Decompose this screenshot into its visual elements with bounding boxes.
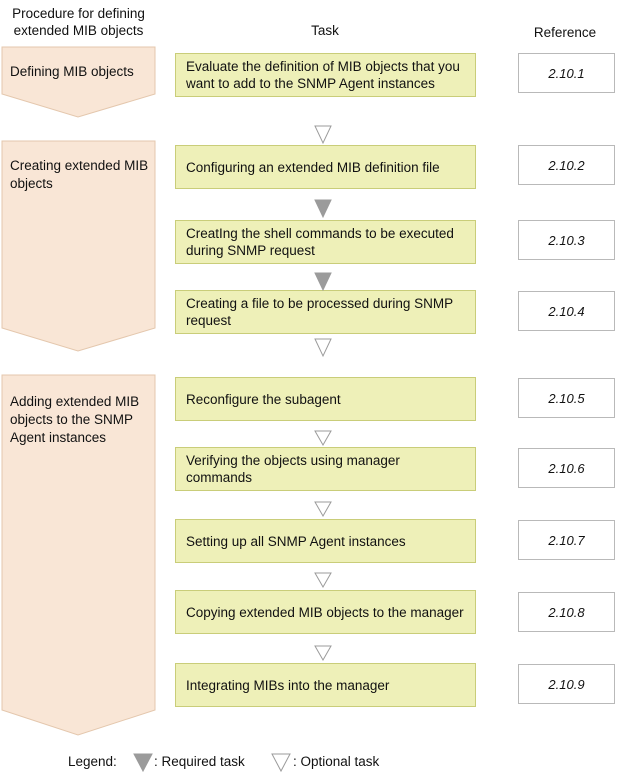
task-box-3: CreatIng the shell commands to be executed during SNMP request: [175, 220, 476, 264]
legend-optional-icon: [272, 754, 290, 771]
reference-box-1: 2.10.1: [518, 53, 615, 93]
connector-arrow-6: [315, 502, 331, 516]
reference-box-8: 2.10.8: [518, 592, 615, 632]
reference-box-2: 2.10.2: [518, 145, 615, 185]
reference-box-6: 2.10.6: [518, 448, 615, 488]
legend-title: Legend:: [68, 754, 117, 769]
reference-box-9: 2.10.9: [518, 664, 615, 704]
connector-arrow-3: [315, 273, 331, 290]
reference-box-4: 2.10.4: [518, 291, 615, 331]
connector-arrow-4: [315, 339, 331, 356]
connector-arrow-8: [315, 646, 331, 660]
task-box-6: Verifying the objects using manager commands: [175, 447, 476, 491]
task-box-1: Evaluate the definition of MIB objects that you want to add to the SNMP Agent instances: [175, 53, 476, 97]
phase-3-label: Adding extended MIB objects to the SNMP Agent instances: [10, 394, 140, 445]
connector-arrow-7: [315, 573, 331, 587]
legend-optional-label: : Optional task: [293, 754, 380, 769]
reference-box-5: 2.10.5: [518, 378, 615, 418]
task-box-7: Setting up all SNMP Agent instances: [175, 519, 476, 563]
task-box-9: Integrating MIBs into the manager: [175, 663, 476, 707]
procedure-header: Procedure for defining extended MIB objects: [12, 6, 145, 38]
task-box-2: Configuring an extended MIB definition file: [175, 145, 476, 189]
connector-arrow-5: [315, 431, 331, 445]
reference-header: Reference: [533, 25, 597, 40]
phase-1-label: Defining MIB objects: [10, 64, 134, 79]
connector-arrow-2: [315, 200, 331, 217]
legend-required-icon: [134, 754, 152, 771]
task-box-5: Reconfigure the subagent: [175, 377, 476, 421]
legend-required-label: : Required task: [154, 754, 245, 769]
reference-box-7: 2.10.7: [518, 520, 615, 560]
reference-box-3: 2.10.3: [518, 220, 615, 260]
connector-arrow-1: [315, 126, 331, 143]
task-header: Task: [311, 23, 339, 38]
task-box-8: Copying extended MIB objects to the manager: [175, 590, 476, 634]
task-box-4: Creating a file to be processed during SNMP request: [175, 290, 476, 334]
phase-2-label: Creating extended MIB objects: [10, 158, 149, 191]
